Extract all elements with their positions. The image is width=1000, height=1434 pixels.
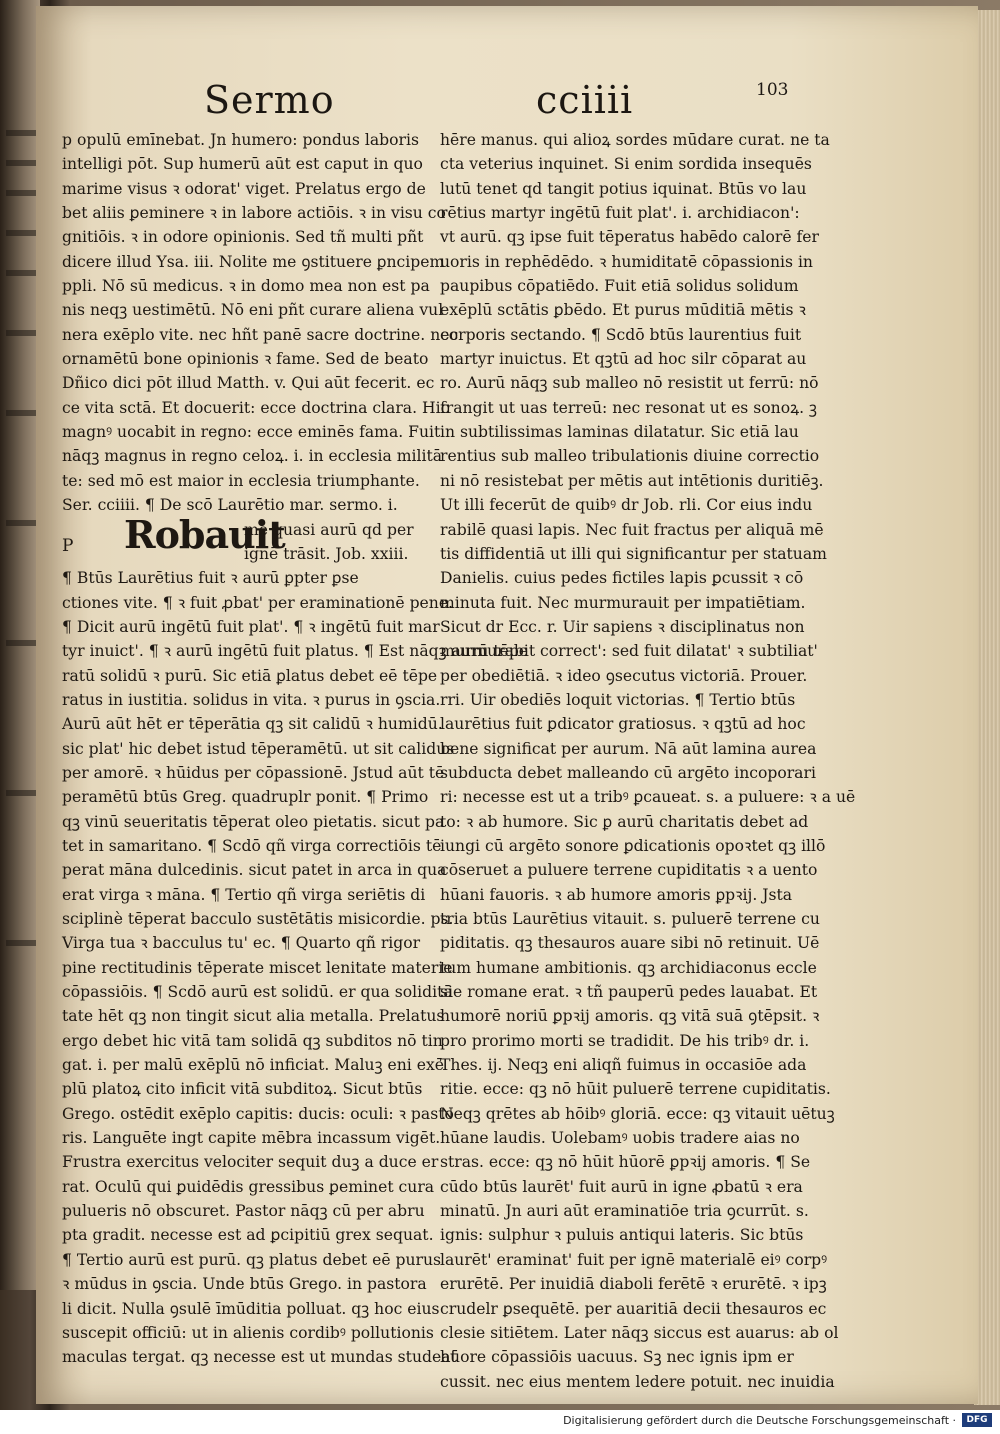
text-line: p opulū emīnebat. Jn humero: pondus laboris: [62, 131, 419, 149]
text-line: crudelr ꝑsequētē. per auaritiā decii thesauros ec: [440, 1299, 827, 1318]
text-line: tyr inuict'. ¶ ꝛ aurū ingētū fuit platus. ¶ Est nāqꝫ aurū tēpe: [62, 642, 529, 661]
text-line: Thes. ij. Neqꝫ eni aliqñ fuimus in occasiōe ada: [440, 1056, 807, 1075]
text-line: uoris in rephēdēdo. ꝛ humiditatē cōpassionis in: [440, 252, 813, 271]
text-line: ris. Languēte ingt capite mēbra incassum vigēt.: [62, 1129, 441, 1148]
text-line: cussit. nec eius mentem ledere potuit. nec inuidia: [440, 1372, 835, 1391]
text-line: Sicut dr Ecc. r. Uir sapiens ꝛ disciplinatus non: [440, 617, 805, 636]
left-column: [62, 128, 529, 1370]
header-title-right: cciiii: [536, 78, 634, 122]
text-line: suscepit officiū: ut in alienis cordibꝰ pollutionis: [62, 1323, 434, 1342]
text-line: frangit ut uas terreū: nec resonat ut es sonoꝝ. ꝫ: [440, 398, 817, 417]
text-line: hūore cōpassiōis uacuus. Sꝫ nec ignis ipm er: [440, 1348, 794, 1367]
text-line: te: sed mō est maior in ecclesia triumphante.: [62, 471, 420, 490]
text-line: ri: necesse est ut a tribꝰ ꝑcaueat. s. a puluere: ꝛ a uē: [440, 788, 856, 807]
text-line: Ser. cciiii. ¶ De scō Laurētio mar. sermo. i.: [62, 496, 398, 515]
text-line: corporis sectando. ¶ Scdō btūs laurentius fuit: [440, 325, 802, 344]
text-line: tis diffidentiā ut illi qui significantur per statuam: [440, 544, 827, 563]
text-line: qꝫ vinū seueritatis tēperat oleo pietatis. sicut pa: [62, 812, 445, 831]
text-line: magnꝰ uocabit in regno: ecce eminēs fama. Fuit: [62, 423, 441, 442]
text-line: clesie sitiētem. Later nāqꝫ siccus est auarus: ab ol: [440, 1323, 839, 1342]
text-line: Dñico dici pōt illud Matth. v. Qui aūt fecerit. ec: [62, 374, 435, 393]
text-fragment: [6, 790, 36, 796]
text-line: hūane laudis. Uolebamꝰ uobis tradere aias no: [440, 1129, 800, 1148]
text-fragment: [6, 130, 36, 136]
text-line: exēplū sctātis ꝑbēdo. Et purus mūditiā mētis ꝛ: [440, 301, 806, 320]
text-line: nāqꝫ magnus in regno celoꝝ. i. in ecclesia militā: [62, 447, 443, 466]
text-line: tum humane ambitionis. qꝫ archidiaconus eccle: [440, 958, 817, 977]
text-line: Danielis. cuius pedes fictiles lapis ꝑcussit ꝛ cō: [440, 569, 804, 588]
text-line: gnitiōis. ꝛ in odore opinionis. Sed tñ multi pñt: [62, 228, 424, 247]
text-line: tria btūs Laurētius vitauit. s. puluerē terrene cu: [440, 910, 820, 928]
text-line: Grego. ostēdit exēplo capitis: ducis: oculi: ꝛ pasto: [62, 1104, 454, 1123]
text-line: rri. Uir obediēs loquit victorias. ¶ Tertio btūs: [440, 690, 796, 709]
text-line: bet aliis ꝑeminere ꝛ in labore actiōis. ꝛ in visu co: [62, 204, 446, 223]
text-fragment: [6, 330, 36, 336]
text-line: murmurabit correct': sed fuit dilatat' ꝛ subtiliat': [440, 642, 818, 661]
initial-block: [62, 511, 434, 567]
text-line: ppli. Nō sū medicus. ꝛ in domo mea non est pa: [62, 277, 430, 296]
text-line: paupibus cōpatiēdo. Fuit etiā solidus solidum: [440, 277, 799, 296]
dfg-logo: DFG: [962, 1413, 992, 1427]
header-title-left: Sermo: [204, 78, 335, 122]
text-line: intelligi pōt. Sup humerū aūt est caput in quo: [62, 155, 423, 174]
funding-credit: Digitalisierung gefördert durch die Deutsche Forschungsgemeinschaft ·: [563, 1414, 956, 1427]
text-line: per amorē. ꝛ hūidus per cōpassionē. Jstud aūt tē: [62, 763, 445, 782]
text-fragment: [6, 270, 36, 276]
text-line: ni nō resistebat per mētis aut intētionis duritiēꝫ.: [440, 471, 824, 490]
text-line: Ut illi fecerūt de quibꝰ dr Job. rli. Cor eius indu: [440, 496, 813, 515]
text-line: pta gradit. necesse est ad ꝑcipitiū grex sequat.: [62, 1226, 434, 1245]
text-line: peramētū btūs Greg. quadruplr ponit. ¶ Primo: [62, 788, 429, 807]
text-line: ce vita sctā. Et docuerit: ecce doctrina clara. Hic: [62, 398, 450, 417]
text-line: per obediētiā. ꝛ ideo ꝯsecutus victoriā. Prouer.: [440, 666, 808, 685]
text-line: lutū tenet qd tangit potius iquinat. Btūs vo lau: [440, 179, 807, 198]
text-line: sic plat' hic debet istud tēperamētū. ut sit calidus: [62, 739, 455, 758]
text-line: hēre manus. qui alioꝝ sordes mūdare curat. ne ta: [440, 131, 830, 149]
text-fragment: [6, 640, 36, 646]
text-line: nis neqꝫ uestimētū. Nō eni pñt curare aliena vul: [62, 301, 444, 320]
text-line: laurēt' eraminat' fuit per ignē materialē eiꝰ corpꝰ: [440, 1250, 828, 1269]
text-line: hūani fauoris. ꝛ ab humore amoris ꝑpꝛij. Jsta: [440, 885, 793, 904]
text-line: cūdo btūs laurēt' fuit aurū in igne ꝓbatū ꝛ era: [440, 1177, 803, 1196]
text-line: ro. Aurū nāqꝫ sub malleo nō resistit ut ferrū: nō: [440, 374, 819, 393]
text-line: pro prorimo morti se tradidit. De his tribꝰ dr. i.: [440, 1031, 810, 1050]
text-line: pulueris nō obscuret. Pastor nāqꝫ cū per abru: [62, 1202, 425, 1221]
initial-word: Robauit: [124, 511, 285, 557]
text-line: li dicit. Nulla ꝯsulē īmūditia polluat. qꝫ hoc eius: [62, 1299, 440, 1318]
text-line: perat māna dulcedinis. sicut patet in arca in qua: [62, 861, 447, 880]
text-fragment: [6, 410, 36, 416]
text-line: Neqꝫ qrētes ab hōibꝰ gloriā. ecce: qꝫ vitauit uētuꝫ: [440, 1104, 835, 1123]
text-line: Virga tua ꝛ bacculus tu' ec. ¶ Quarto qñ rigor: [62, 934, 421, 953]
text-fragment: [6, 190, 36, 196]
text-line: minatū. Jn auri aūt eraminatiōe tria ꝯcurrūt. s.: [440, 1202, 809, 1221]
text-line: ¶ Tertio aurū est purū. qꝫ platus debet eē purus: [62, 1250, 442, 1269]
text-line: piditatis. qꝫ thesauros auare sibi nō retinuit. Uē: [440, 934, 820, 953]
text-line: ignis: sulphur ꝛ puluis antiqui lateris. Sic btūs: [440, 1226, 804, 1245]
text-line: Frustra exercitus velociter sequit duꝫ a duce er: [62, 1153, 439, 1172]
text-line: cōpassiōis. ¶ Scdō aurū est solidū. er qua soliditā: [62, 983, 453, 1002]
text-line: martyr inuictus. Et qꝫtū ad hoc silr cōparat au: [440, 350, 807, 369]
text-line: ¶ Dicit aurū ingētū fuit plat'. ¶ ꝛ ingētū fuit mar: [62, 617, 440, 636]
text-line: tate hēt qꝫ non tingit sicut alia metalla. Prelatus: [62, 1007, 445, 1026]
text-line: dicere illud Ysa. iii. Nolite me ꝯstituere ꝑncipem: [62, 252, 445, 271]
text-line: to: ꝛ ab humore. Sic ꝑ aurū charitatis debet ad: [440, 812, 809, 831]
text-fragment: [6, 230, 36, 236]
text-fragment: [6, 160, 36, 166]
text-line: maculas tergat. qꝫ necesse est ut mundas studeat: [62, 1348, 457, 1367]
text-line: pine rectitudinis tēperate miscet lenitate materie: [62, 958, 453, 977]
text-line: iungi cū argēto sonore ꝑdicationis opoꝛtet qꝫ illō: [440, 836, 826, 855]
book-page: [36, 6, 978, 1404]
text-line: ¶ Btūs Laurētius fuit ꝛ aurū ꝑpter ꝑse: [62, 569, 359, 588]
text-line: rentius sub malleo tribulationis diuine correctio: [440, 447, 820, 466]
folio-number: 103: [756, 80, 789, 100]
text-line: marime visus ꝛ odorat' viget. Prelatus ergo de: [62, 179, 426, 198]
text-line: rat. Oculū qui ꝑuidēdis gressibus ꝑeminet cura: [62, 1177, 435, 1196]
text-line: ctiones vite. ¶ ꝛ fuit ꝓbat' per eraminationē pene.: [62, 593, 454, 612]
text-line: rabilē quasi lapis. Nec fuit fractus per aliquā mē: [440, 520, 824, 539]
text-line: minuta fuit. Nec murmurauit per impatiētiam.: [440, 593, 806, 612]
text-line: Aurū aūt hēt er tēperātia qꝫ sit calidū ꝛ humidū.: [62, 715, 443, 734]
previous-page-edge: [0, 0, 40, 1290]
text-line: cōseruet a puluere terrene cupiditatis ꝛ a uento: [440, 861, 818, 880]
text-line: laurētius fuit ꝑdicator gratiosus. ꝛ qꝫtū ad hoc: [440, 715, 806, 734]
text-line: subducta debet malleando cū argēto incoporari: [440, 763, 816, 782]
text-line: sciplinè tēperat bacculo sustētātis misicordie. ps.: [62, 910, 454, 928]
text-line: ratus in iustitia. solidus in vita. ꝛ purus in ꝯscia.: [62, 690, 441, 709]
text-line: cta veterius inquinet. Si enim sordida insequēs: [440, 155, 812, 174]
initial-line-1: me quasi aurū qd per: [244, 520, 414, 539]
text-line: ratū solidū ꝛ purū. Sic etiā ꝑlatus debet eē tēpe: [62, 666, 438, 685]
right-column: [440, 128, 856, 1394]
text-line: gat. i. per malū exēplū nō inficiat. Maluꝫ eni exē: [62, 1056, 444, 1075]
text-line: plū platoꝝ cito inficit vitā subditoꝝ. Sicut btūs: [62, 1080, 423, 1099]
text-line: ergo debet hic vitā tam solidā qꝫ subditos nō tin: [62, 1031, 443, 1050]
text-fragment: [6, 940, 36, 946]
text-line: bene significat per aurum. Nā aūt lamina aurea: [440, 739, 817, 758]
text-line: erat virga ꝛ māna. ¶ Tertio qñ virga seriētis di: [62, 885, 426, 904]
text-line: ornamētū bone opinionis ꝛ fame. Sed de beato: [62, 350, 429, 369]
text-line: ꝛ mūdus in ꝯscia. Unde btūs Grego. in pastora: [62, 1275, 427, 1294]
text-line: sie romane erat. ꝛ tñ pauperū pedes lauabat. Et: [440, 983, 818, 1002]
text-line: tet in samaritano. ¶ Scdō qñ virga correctiōis tē: [62, 836, 442, 855]
text-line: stras. ecce: qꝫ nō hūit hūorē ꝑpꝛij amoris. ¶ Se: [440, 1153, 811, 1172]
text-line: in subtilissimas laminas dilatatur. Sic etiā lau: [440, 423, 799, 442]
text-line: humorē noriū ꝑpꝛij amoris. qꝫ vitā suā ꝯtēpsit. ꝛ: [440, 1007, 820, 1026]
text-line: nera exēplo vite. nec hñt panē sacre doctrine. nec: [62, 325, 459, 344]
text-line: ritie. ecce: qꝫ nō hūit puluerē terrene cupiditatis.: [440, 1080, 831, 1099]
text-line: rētius martyr ingētū fuit plat'. i. archidiacon':: [440, 204, 800, 223]
initial-p: P: [62, 535, 74, 556]
text-line: vt aurū. qꝫ ipse fuit tēperatus habēdo calorē fer: [440, 228, 819, 247]
text-line: erurētē. Per inuidiā diaboli ferētē ꝛ erurētē. ꝛ ipꝫ: [440, 1275, 827, 1294]
initial-line-2: ignē trāsit. Job. xxiii.: [244, 544, 409, 563]
text-fragment: [6, 520, 36, 526]
